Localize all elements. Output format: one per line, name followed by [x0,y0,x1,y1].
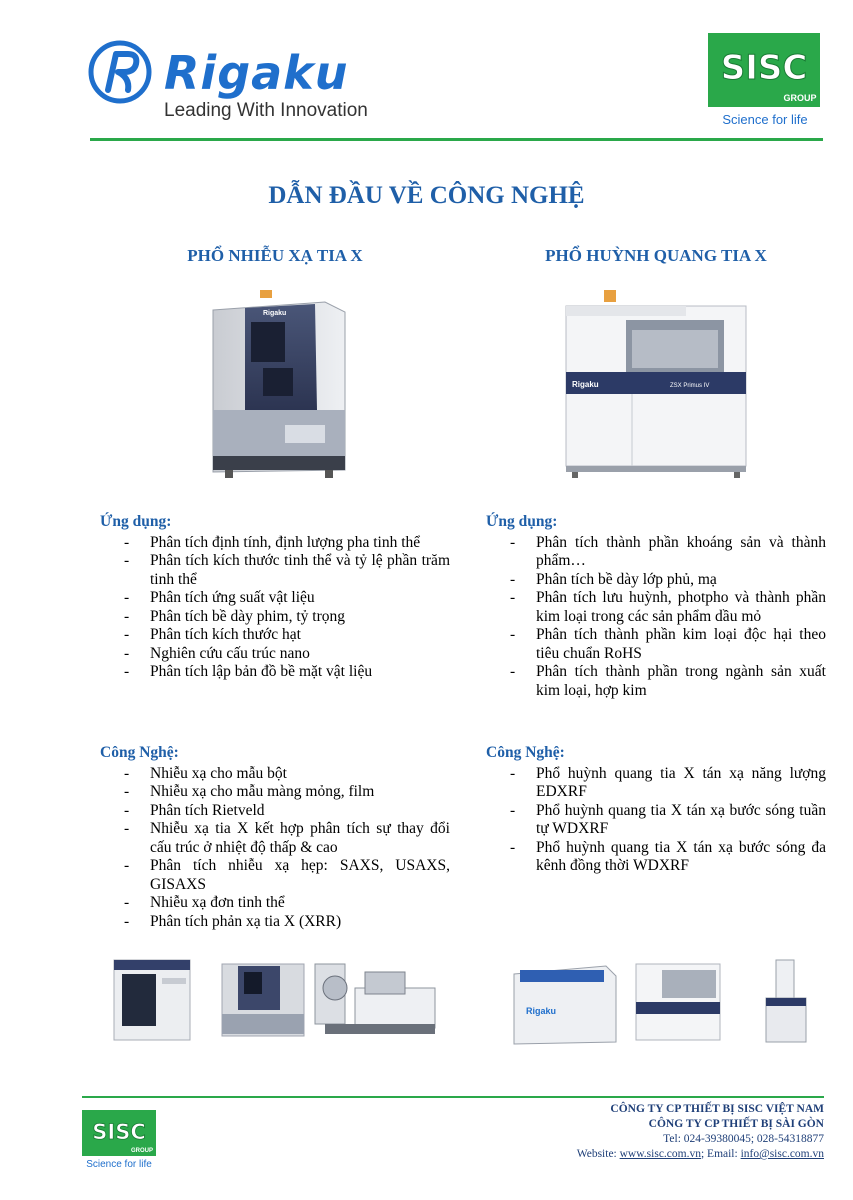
wdxrf-sequential-thumbnail [632,960,724,1044]
svg-text:Rigaku: Rigaku [526,1006,557,1016]
email-link[interactable]: info@sisc.com.vn [740,1148,824,1160]
footer-contact [577,1102,824,1162]
list-item: - Phổ huỳnh quang tia X tán xạ bước sóng đa kênh đồng thời WDXRF [486,839,826,876]
svg-text:Rigaku: Rigaku [572,380,599,389]
website-link[interactable]: www.sisc.com.vn [619,1148,701,1160]
xrf-technology-list [486,765,826,876]
list-item: - Phân tích bề dày lớp phủ, mạ [486,571,826,590]
xrd-applications-section [100,513,450,682]
list-item: - Phân tích thành phần khoáng sản và thành phẩm… [486,534,826,571]
xrd-column-title: PHỔ NHIỄU XẠ TIA X [187,246,363,265]
footer-sisc-group-text: GROUP [130,1148,154,1154]
sisc-group-text: GROUP [783,93,817,103]
list-item: - Phân tích nhiễu xạ hẹp: SAXS, USAXS, GISAXS [100,857,450,894]
svg-text:ZSX Primus IV: ZSX Primus IV [670,383,710,389]
footer-company-2: CÔNG TY CP THIẾT BỊ SÀI GÒN [648,1118,824,1130]
rigaku-tagline: Leading With Innovation [164,100,368,121]
single-crystal-diffractometer-thumbnail [305,958,445,1044]
website-label: Website: [576,1148,620,1160]
header-divider [90,138,823,141]
xrd-technology-section [100,744,450,931]
list-item: - Phổ huỳnh quang tia X tán xạ năng lượng EDXRF [486,765,826,802]
email-label: ; Email: [700,1148,741,1160]
list-item: - Phân tích định tính, định lượng pha tinh thể [100,534,450,553]
footer-sisc-logo [82,1110,156,1170]
list-item: - Nghiên cứu cấu trúc nano [100,645,450,664]
xrf-technology-heading: Công Nghệ: [486,744,565,761]
footer-web-email [577,1147,824,1162]
list-item: - Phân tích thành phần kim loại độc hại theo tiêu chuẩn RoHS [486,626,826,663]
footer-phone: Tel: 024-39380045; 028-54318877 [663,1133,824,1145]
list-item: - Phân tích phản xạ tia X (XRR) [100,913,450,932]
xrd-instrument-image [205,290,350,485]
footer-sisc-logo-box [82,1110,156,1156]
xrf-applications-section [486,513,826,700]
svg-text:Rigaku: Rigaku [263,310,287,317]
rigaku-logo [88,38,418,128]
list-item: - Nhiễu xạ đơn tinh thể [100,894,450,913]
xrf-applications-list [486,534,826,701]
list-item: - Phổ huỳnh quang tia X tán xạ bước sóng tuần tự WDXRF [486,802,826,839]
xrd-technology-heading: Công Nghệ: [100,744,179,761]
xrf-instrument-image [562,290,752,480]
list-item: - Phân tích thành phần trong ngành sản xuất kim loại, hợp kim [486,663,826,700]
list-item: - Phân tích lập bản đồ bề mặt vật liệu [100,663,450,682]
sisc-logo-box [708,33,820,107]
wdxrf-simultaneous-thumbnail [764,958,808,1046]
sisc-logo-text: SISC [720,48,808,88]
list-item: - Phân tích kích thước hạt [100,626,450,645]
list-item: - Phân tích Rietveld [100,802,450,821]
sisc-slogan: Science for life [722,112,808,127]
rigaku-emblem-icon [88,40,152,104]
xrd-technology-list [100,765,450,932]
xrd-benchtop-thumbnail [112,958,192,1042]
xrd-applications-heading: Ứng dụng: [100,513,172,530]
edxrf-benchtop-thumbnail [510,962,620,1048]
xrf-column-title: PHỔ HUỲNH QUANG TIA X [545,246,767,265]
list-item: - Phân tích lưu huỳnh, photpho và thành phần kim loại trong các sản phẩm dầu mỏ [486,589,826,626]
list-item: - Phân tích bề dày phim, tỷ trọng [100,608,450,627]
footer-sisc-logo-text: SISC [92,1120,146,1144]
xrf-technology-section [486,744,826,876]
sisc-logo [708,33,822,127]
rigaku-wordmark: Rigaku [164,46,349,100]
xrd-floor-thumbnail [220,960,306,1040]
footer-slogan: Science for life [86,1159,152,1170]
xrf-applications-heading: Ứng dụng: [486,513,558,530]
footer-company-1: CÔNG TY CP THIẾT BỊ SISC VIỆT NAM [610,1103,824,1115]
page-title: DẪN ĐẦU VỀ CÔNG NGHỆ [268,182,585,209]
list-item: - Phân tích ứng suất vật liệu [100,589,450,608]
list-item: - Nhiễu xạ tia X kết hợp phân tích sự thay đổi cấu trúc ở nhiệt độ thấp & cao [100,820,450,857]
list-item: - Nhiễu xạ cho mẫu màng mỏng, film [100,783,450,802]
footer-divider [82,1096,824,1098]
list-item: - Nhiễu xạ cho mẫu bột [100,765,450,784]
xrd-applications-list [100,534,450,682]
list-item: - Phân tích kích thước tinh thể và tỷ lệ phần trăm tinh thể [100,552,450,589]
